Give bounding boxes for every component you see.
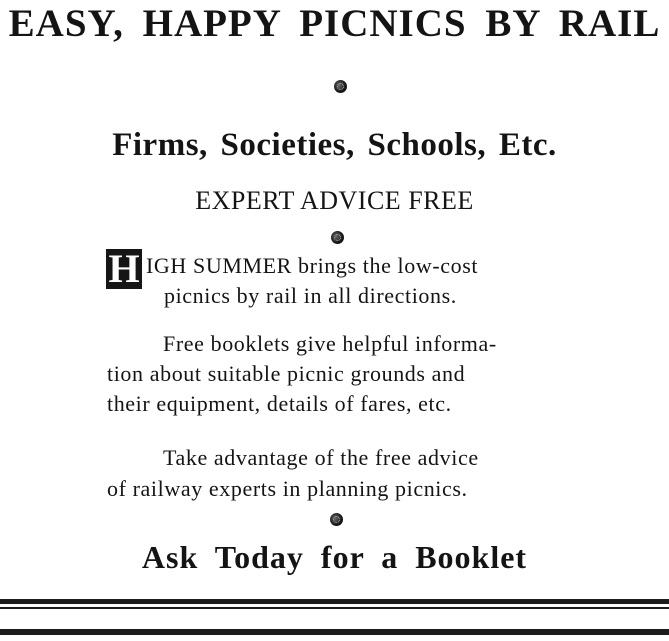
paragraph-3-line-1: Take advantage of the free advice	[163, 445, 479, 470]
paragraph-2-line-2: tion about suitable picnic grounds and	[107, 361, 466, 386]
paragraph-3-line-2: of railway experts in planning picnics.	[107, 476, 468, 501]
divider	[0, 629, 669, 635]
drop-cap: H	[106, 249, 142, 289]
divider	[0, 607, 669, 609]
closing-line: Ask Today for a Booklet	[141, 539, 528, 575]
paragraph-1-line-1: IGH SUMMER brings the low-cost	[146, 253, 479, 278]
paragraph-1-line-2: picnics by rail in all directions.	[164, 283, 457, 308]
divider	[0, 599, 669, 604]
headline: EASY, HAPPY PICNICS BY RAIL	[8, 2, 661, 45]
bullet-ornament-icon	[330, 513, 343, 526]
bullet-ornament-icon	[331, 231, 344, 244]
paragraph-2-line-1: Free booklets give helpful informa-	[163, 331, 497, 356]
advice-heading: EXPERT ADVICE FREE	[195, 186, 474, 215]
subheading: Firms, Societies, Schools, Etc.	[112, 127, 557, 163]
bullet-ornament-icon	[334, 80, 347, 93]
paragraph-2-line-3: their equipment, details of fares, etc.	[107, 391, 452, 416]
